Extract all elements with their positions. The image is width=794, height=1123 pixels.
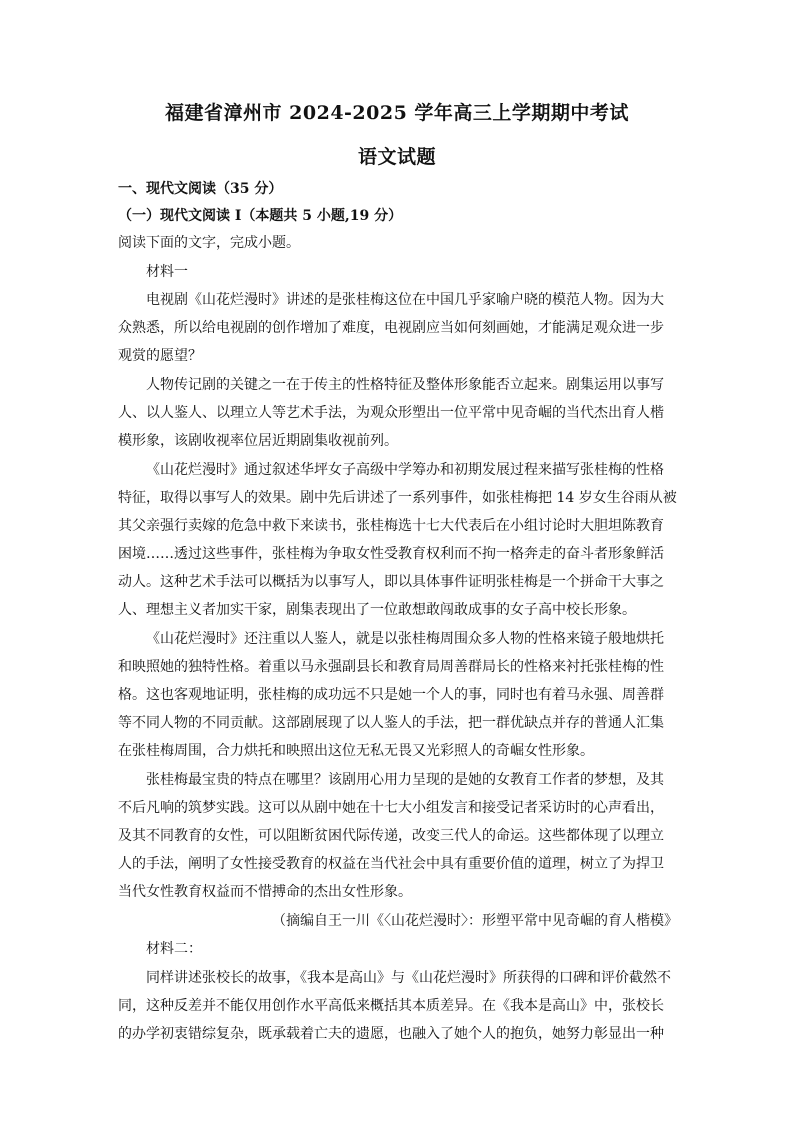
paragraph-line: 其父亲强行卖嫁的危急中救下来读书，张桂梅选十七大代表后在小组讨论时大胆坦陈教育 bbox=[118, 518, 664, 534]
paragraph-line: 电视剧《山花烂漫时》讲述的是张桂梅这位在中国几乎家喻户晓的模范人物。因为大 bbox=[146, 292, 664, 308]
subsection-heading: （一）现代文阅读 I（本题共 5 小题,19 分） bbox=[118, 208, 403, 224]
paragraph-line: 人、以人鉴人、以理立人等艺术手法，为观众形塑出一位平常中见奇崛的当代杰出育人楷 bbox=[118, 405, 664, 421]
paragraph-line: 和映照她的独特性格。着重以马永强副县长和教育局周善群局长的性格来衬托张桂梅的性 bbox=[118, 659, 664, 675]
material-label: 材料二： bbox=[146, 941, 202, 957]
paragraph-line: 特征，取得以事写人的效果。剧中先后讲述了一系列事件，如张桂梅把 14 岁女生谷雨从被 bbox=[118, 490, 677, 506]
paragraph-line: 人、理想主义者加实干家，剧集表现出了一位敢想敢闯敢成事的女子高中校长形象。 bbox=[118, 602, 636, 618]
paragraph-line: 困境……透过这些事件，张桂梅为争取女性受教育权利而不拘一格奔走的奋斗者形象鲜活 bbox=[118, 546, 664, 562]
section-heading: 一、现代文阅读（35 分） bbox=[118, 181, 283, 197]
paragraph-line: 等不同人物的不同贡献。这部剧展现了以人鉴人的手法，把一群优缺点并存的普通人汇集 bbox=[118, 715, 664, 731]
paragraph-line: 在张桂梅周围，合力烘托和映照出这位无私无畏又光彩照人的奇崛女性形象。 bbox=[118, 743, 594, 759]
paragraph-line: 模形象，该剧收视率位居近期剧集收视前列。 bbox=[118, 433, 398, 449]
source-citation: （摘编自王一川《〈山花烂漫时〉：形塑平常中见奇崛的育人楷模》 bbox=[272, 913, 678, 929]
paragraph-line: 当代女性教育权益而不惜搏命的杰出女性形象。 bbox=[118, 884, 412, 900]
material-label: 材料一 bbox=[146, 264, 188, 280]
paragraph-line: 格。这也客观地证明，张桂梅的成功远不只是她一个人的事，同时也有着马永强、周善群 bbox=[118, 687, 664, 703]
paragraph-line: 不后凡响的筑梦实践。这可以从剧中她在十七大小组发言和接受记者采访时的心声看出， bbox=[118, 800, 664, 816]
paragraph-line: 观赏的愿望？ bbox=[118, 348, 202, 364]
paragraph-line: 同，这种反差并不能仅用创作水平高低来概括其本质差异。在《我本是高山》中，张校长 bbox=[118, 998, 664, 1014]
paragraph-line: 人物传记剧的关键之一在于传主的性格特征及整体形象能否立起来。剧集运用以事写 bbox=[146, 377, 664, 393]
instruction-text: 阅读下面的文字，完成小题。 bbox=[118, 235, 300, 251]
paragraph-line: 《山花烂漫时》还注重以人鉴人，就是以张桂梅周围众多人物的性格来镜子般地烘托 bbox=[146, 631, 664, 647]
paragraph-line: 众熟悉，所以给电视剧的创作增加了难度，电视剧应当如何刻画她，才能满足观众进一步 bbox=[118, 320, 664, 336]
exam-subtitle: 语文试题 bbox=[357, 146, 436, 168]
paragraph-line: 同样讲述张校长的故事，《我本是高山》与《山花烂漫时》所获得的口碑和评价截然不 bbox=[146, 970, 671, 986]
exam-title: 福建省漳州市 2024-2025 学年高三上学期期中考试 bbox=[165, 102, 629, 124]
paragraph-line: 人的手法，阐明了女性接受教育的权益在当代社会中具有重要价值的道理，树立了为捍卫 bbox=[118, 856, 664, 872]
paragraph-line: 的办学初衷错综复杂，既承载着亡夫的遗愿，也融入了她个人的抱负，她努力彰显出一种 bbox=[118, 1026, 664, 1042]
paragraph-line: 《山花烂漫时》通过叙述华坪女子高级中学筹办和初期发展过程来描写张桂梅的性格 bbox=[146, 462, 664, 478]
paragraph-line: 动人。这种艺术手法可以概括为以事写人，即以具体事件证明张桂梅是一个拼命干大事之 bbox=[118, 574, 664, 590]
paragraph-line: 及其不同教育的女性，可以阻断贫困代际传递，改变三代人的命运。这些都体现了以理立 bbox=[118, 828, 664, 844]
paragraph-line: 张桂梅最宝贵的特点在哪里？该剧用心用力呈现的是她的女教育工作者的梦想，及其 bbox=[146, 772, 664, 788]
